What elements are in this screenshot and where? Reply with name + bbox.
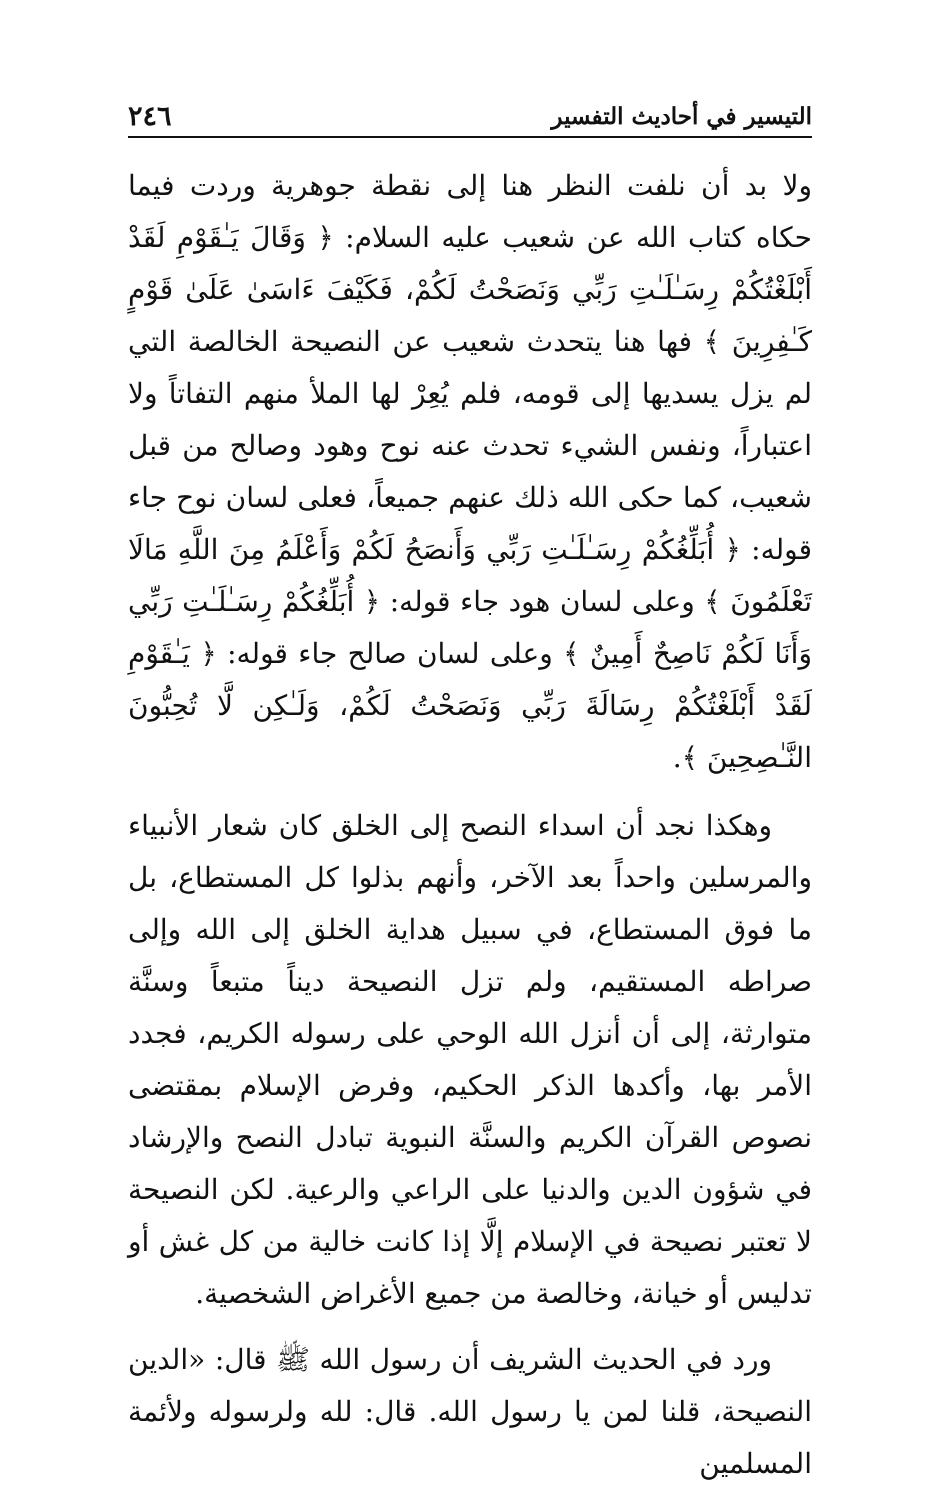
body-text [128, 160, 812, 1490]
running-title: التيسير في أحاديث التفسير [551, 103, 812, 130]
page-number: ٢٤٦ [128, 101, 172, 132]
paragraph-3: ورد في الحديث الشريف أن رسول الله ﷺ قال: «الدين النصيحة، قلنا لمن يا رسول الله. قال: لله ولرسوله ولأئمة المسلمين [128, 1343, 812, 1480]
paragraph-2: وهكذا نجد أن اسداء النصح إلى الخلق كان شعار الأنبياء والمرسلين واحداً بعد الآخر، وأنهم بذلوا كل المستطاع، بل ما فوق المستطاع، في سبيل هداية الخلق إلى الله وإلى صراطه المستقيم، ولم تزل النصيحة ديناً متبعاً وسنَّة متوارثة، إلى أن أنزل الله الوحي على رسوله الكريم، فجدد الأمر بها، وأكدها الذكر الحكيم، وفرض الإسلام بمقتضى نصوص القرآن الكريم والسنَّة النبوية تبادل النصح والإرشاد في شؤون الدين والدنيا على الراعي والرعية. لكن النصيحة لا تعتبر نصيحة في الإسلام إلَّا إذا كانت خالية من كل غش أو تدليس أو خيانة، وخالصة من جميع الأغراض الشخصية. [128, 809, 812, 1310]
paragraph-1: ولا بد أن نلفت النظر هنا إلى نقطة جوهرية وردت فيما حكاه كتاب الله عن شعيب عليه السلام: ﴿ وَقَالَ يَـٰقَوْمِ لَقَدْ أَبْلَغْتُكُمْ رِسَـٰلَـٰتِ رَبِّي وَنَصَحْتُ لَكُمْ، فَكَيْفَ ءَاسَىٰ عَلَىٰ قَوْمٍ كَـٰفِرِينَ ﴾ فها هنا يتحدث شعيب عن النصيحة الخالصة التي لم يزل يسديها إلى قومه، فلم يُعِرْ لها الملأ منهم التفاتاً ولا اعتباراً، ونفس الشيء تحدث عنه نوح وهود وصالح من قبل شعيب، كما حكى الله ذلك عنهم جميعاً، فعلى لسان نوح جاء قوله: ﴿ أُبَلِّغُكُمْ رِسَـٰلَـٰتِ رَبِّي وَأَنصَحُ لَكُمْ وَأَعْلَمُ مِنَ اللَّهِ مَالَا تَعْلَمُونَ ﴾ وعلى لسان هود جاء قوله: ﴿ أُبَلِّغُكُمْ رِسَـٰلَـٰتِ رَبِّي وَأَنَا لَكُمْ نَاصِحٌ أَمِينٌ ﴾ وعلى لسان صالح جاء قوله: ﴿ يَـٰقَوْمِ لَقَدْ أَبْلَغْتُكُمْ رِسَالَةَ رَبِّي وَنَصَحْتُ لَكُمْ، وَلَـٰكِن لَّا تُحِبُّونَ النَّـٰصِحِينَ ﴾. [128, 169, 812, 774]
page-header [128, 92, 812, 138]
